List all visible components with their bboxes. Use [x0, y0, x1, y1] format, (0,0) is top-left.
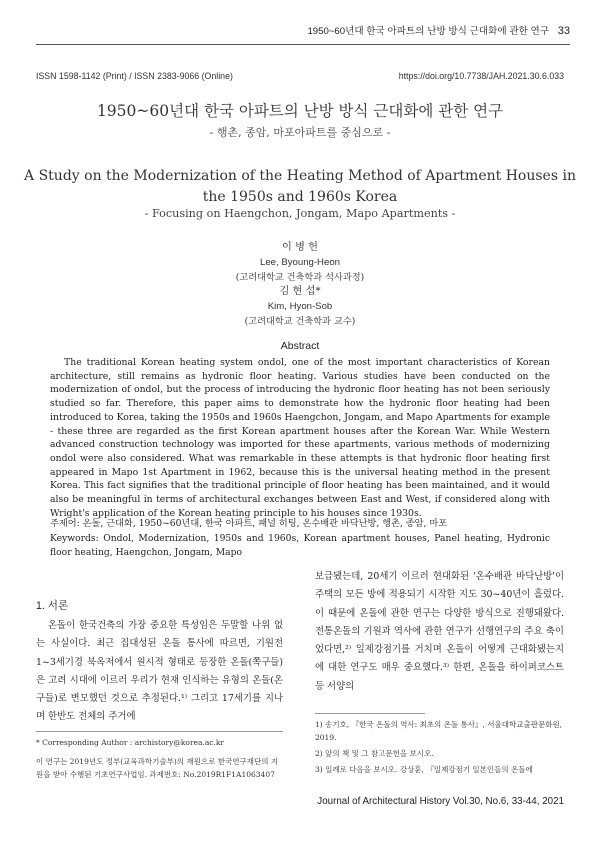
- subtitle-english: - Focusing on Haengchon, Jongam, Mapo Apartments -: [144, 207, 456, 220]
- running-title: 1950~60년대 한국 아파트의 난방 방식 근대화에 관한 연구: [307, 26, 550, 37]
- paragraph-right: 보급됐는데, 20세기 이르러 현대화된 '온수배관 바닥난방'이 주택의 모든 방에 적용되기 시작한 지도 30~40년이 흘렀다. 이 때문에 온돌에 관한 연구는 다양한 방식으로 진행돼왔다. 전통온돌의 기원과 역사에 관한 연구가 선행연구의 주요 축이었다면,²⁾ 일제강점기를 거치며 온돌이 어떻게 근대화됐는지에 대한 연구도 매우 중요했다.³⁾ 한편, 온돌을 하이퍼코스트 등 서양의: [315, 571, 564, 692]
- author-2-affiliation: (고려대학교 건축학과 교수): [244, 315, 356, 327]
- title-english-line1: A Study on the Modernization of the Heating Method of Apartment Houses in: [24, 168, 576, 184]
- footnote-rule-right: [315, 713, 425, 714]
- doi-link[interactable]: https://doi.org/10.7738/JAH.2021.30.6.033: [398, 71, 564, 81]
- page-number: 33: [557, 25, 570, 37]
- footnote-3: 3) 일례로 다음을 보시오. 강상훈, 『일제강점기 일본인들의 온돌에: [315, 765, 533, 774]
- keywords-english: Keywords: Ondol, Modernization, 1950s and 1960s, Korean apartment houses, Panel heating, Hydronic floor heating, Haengchon, Jongam, Mapo: [50, 532, 550, 558]
- subtitle-korean: - 행촌, 종암, 마포아파트를 중심으로 -: [209, 126, 391, 139]
- body-column-right: [315, 568, 564, 696]
- issn: ISSN 1598-1142 (Print) / ISSN 2383-9066 (Online): [36, 71, 233, 81]
- footnote-rule-left: [36, 731, 283, 732]
- section-heading: 1. 서론: [36, 600, 69, 612]
- abstract-heading: Abstract: [280, 340, 320, 352]
- keywords-korean: 주제어: 온돌, 근대화, 1950~60년대, 한국 아파트, 패널 히팅, 온수배관 바닥난방, 행촌, 종암, 마포: [50, 518, 448, 529]
- journal-footer: Journal of Architectural History Vol.30, No.6, 33-44, 2021: [317, 796, 564, 807]
- abstract-body: [50, 356, 550, 520]
- authors-block: [0, 241, 600, 330]
- author-1-name-en: Lee, Byoung-Heon: [259, 256, 340, 268]
- footnotes-left: [36, 736, 283, 781]
- title-english-line2: the 1950s and 1960s Korea: [202, 189, 398, 205]
- funding-note: 이 연구는 2019년도 정부(교육과학기술부)의 재원으로 한국연구재단의 지원을 받아 수행된 기초연구사업임. 과제번호: No.2019R1F1A1063407: [36, 757, 279, 779]
- title-korean: 1950~60년대 한국 아파트의 난방 방식 근대화에 관한 연구: [96, 102, 504, 120]
- footnote-2: 2) 앞의 책 및 그 참고문헌을 보시오.: [315, 749, 434, 758]
- author-2-name-en: Kim, Hyon-Sob: [267, 301, 333, 313]
- header-rule: [36, 44, 570, 45]
- author-1-affiliation: (고려대학교 건축학과 석사과정): [235, 271, 365, 283]
- abstract-text: The traditional Korean heating system ondol, one of the most important characteristics of Korean architecture, still remains as hydronic floor heating. Various studies have been conducted on the modernization of ondol, but the process of introducing the hydronic floor heating has not been seriously studied so far. Therefore, this paper aims to demonstrate how the hydronic floor heating had been introduced to Korea, taking the 1950s and 1960s Haengchon, Jongam, and Mapo Apartments for example - these three are regarded as the first Korean apartment houses after the Korean War. While Western advanced construction technology was imported for these apartments, various methods of modernizing ondol were also considered. What was remarkable in these attempts is that hydronic floor heating first appeared in Mapo 1st Apartment in 1962, because this is the universal heating method in the present Korea. This fact signifies that the traditional principle of floor heating has been maintained, and it would also be meaningful in terms of architectural exchanges between East and West, if considered along with Wright's application of the Korean heating principle to his houses since 1930s.: [50, 357, 550, 519]
- running-header: [307, 23, 570, 37]
- body-column-left: [36, 617, 283, 727]
- footnotes-right: [315, 718, 564, 776]
- footnote-1: 1) 송기호, 『한국 온돌의 역사: 최초의 온돌 통사』, 서울대학교출판문화원, 2019.: [315, 720, 563, 742]
- author-2-name-ko: 김 현 섭*: [279, 286, 321, 298]
- keywords-block: [50, 517, 550, 561]
- paragraph-left: 온돌이 한국건축의 가장 중요한 특성임은 두말할 나위 없는 사실이다. 최근 집대성된 온돌 통사에 따르면, 기원전 1~3세기경 북옥저에서 원시적 형태로 등장한 온돌(쪽구들)은 고려 시대에 이르러 우리가 현재 인식하는 유형의 온돌(온구들)로 변모했던 것으로 추정된다.¹⁾ 그리고 17세기를 지나며 한반도 전체의 주거에: [36, 620, 283, 723]
- author-1-name-ko: 이 병 헌: [282, 242, 318, 253]
- corresponding-author: * Corresponding Author : archistory@korea.ac.kr: [36, 738, 225, 747]
- title-english: [0, 166, 600, 208]
